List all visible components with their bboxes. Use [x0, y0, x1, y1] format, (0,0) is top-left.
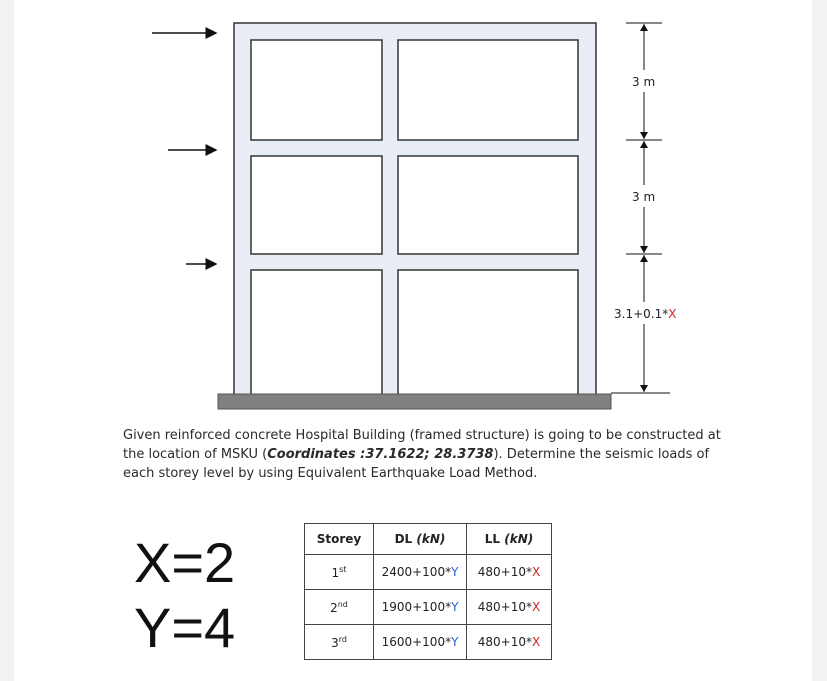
storey-cell: [305, 625, 374, 660]
ll-var: X: [532, 635, 541, 649]
dl-cell: [374, 590, 467, 625]
ground-foundation: [218, 394, 611, 409]
storey-suffix: rd: [338, 634, 347, 644]
ll-base: 480+10*: [477, 565, 532, 579]
top-storey-height-label: 3 m: [632, 75, 656, 89]
ll-var: X: [532, 600, 541, 614]
table-header-row: [305, 524, 552, 555]
header-ll: [467, 524, 552, 555]
ground-height-var: X: [668, 307, 677, 321]
ground-height-prefix: 3.1+0.1*: [614, 307, 669, 321]
variable-x: X=2: [134, 531, 236, 594]
ll-cell: [467, 555, 552, 590]
ll-cell: [467, 625, 552, 660]
storey-suffix: st: [339, 564, 347, 574]
description-part1: Given reinforced concrete Hospital Building (framed structure) is going to be constructed at the location of MSKU (: [123, 428, 721, 462]
header-ll-prefix: LL: [484, 532, 505, 546]
table-row: [305, 555, 552, 590]
frame-panel: [251, 40, 382, 140]
frame-structure-diagram: [14, 0, 812, 420]
dl-base: 1600+100*: [381, 635, 452, 649]
header-storey: Storey: [305, 524, 374, 555]
middle-storey-height-label: 3 m: [632, 190, 656, 204]
storey-loads-table: [304, 523, 552, 660]
variable-y: Y=4: [134, 596, 236, 659]
ll-var: X: [532, 565, 541, 579]
storey-number: 2: [330, 600, 338, 615]
coordinates-text: Coordinates :37.1622; 28.3738: [267, 447, 494, 462]
frame-panel: [398, 270, 578, 395]
header-ll-unit: (kN): [504, 532, 534, 546]
frame-panel: [398, 40, 578, 140]
dl-cell: [374, 555, 467, 590]
problem-description: [123, 426, 733, 483]
dl-cell: [374, 625, 467, 660]
ll-base: 480+10*: [477, 635, 532, 649]
storey-number: 3: [331, 635, 339, 650]
header-dl: [374, 524, 467, 555]
header-dl-unit: (kN): [416, 532, 446, 546]
dl-base: 2400+100*: [381, 565, 452, 579]
storey-cell: [305, 590, 374, 625]
ll-base: 480+10*: [477, 600, 532, 614]
dl-var: Y: [451, 600, 459, 614]
dl-var: Y: [451, 635, 459, 649]
header-dl-prefix: DL: [394, 532, 417, 546]
document-page: [14, 0, 812, 681]
frame-panel: [251, 156, 382, 254]
frame-panel: [398, 156, 578, 254]
ground-storey-height-label: [614, 307, 676, 321]
storey-cell: [305, 555, 374, 590]
frame-panel: [251, 270, 382, 395]
table-row: [305, 625, 552, 660]
dl-var: Y: [451, 565, 459, 579]
description-part2: ). Determine the seismic loads of each storey level by using Equivalent Earthquake Load Method.: [123, 447, 710, 481]
storey-suffix: nd: [337, 599, 348, 609]
dl-base: 1900+100*: [381, 600, 452, 614]
storey-number: 1: [331, 565, 340, 580]
ll-cell: [467, 590, 552, 625]
table-row: [305, 590, 552, 625]
